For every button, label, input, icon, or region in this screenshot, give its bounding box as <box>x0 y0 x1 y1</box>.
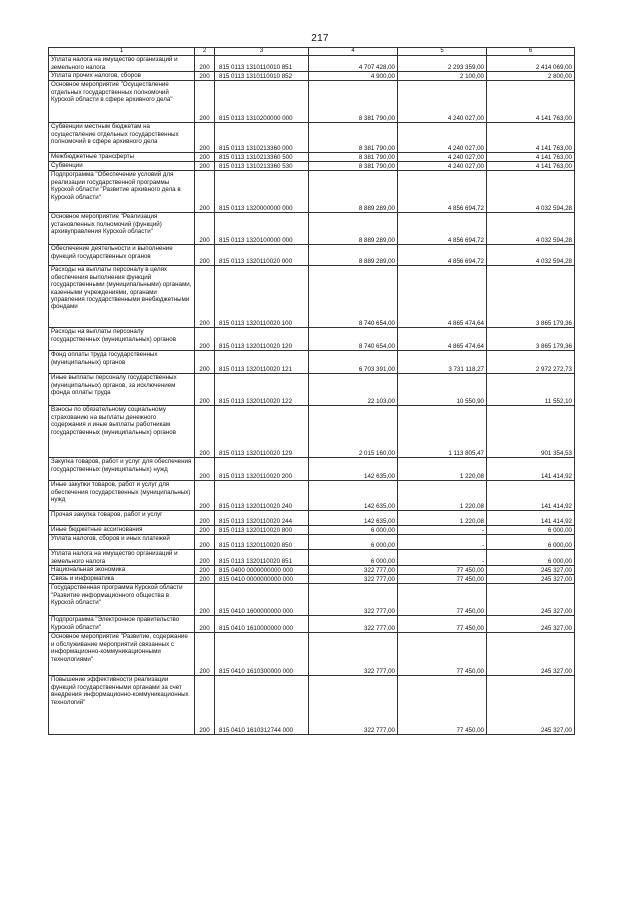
table-row <box>49 328 575 351</box>
row-code-cell: 200 <box>195 56 215 72</box>
row-name-cell: Фонд оплаты труда государственных (муниципальных) органов <box>49 351 195 374</box>
row-value-col6-cell: 2 414 069,00 <box>487 56 575 72</box>
row-value-col5-cell: 4 240 027,00 <box>398 153 487 162</box>
row-value-col4-cell: 322 777,00 <box>309 633 398 676</box>
header-cell: 6 <box>487 48 575 56</box>
row-value-col5-cell: 4 865 474,64 <box>398 328 487 351</box>
row-value-col4-cell: 322 777,00 <box>309 676 398 735</box>
page-number: 217 <box>311 33 329 44</box>
header-cell: 2 <box>195 48 215 56</box>
row-value-col6-cell: 901 354,53 <box>487 406 575 458</box>
row-code-cell: 200 <box>195 351 215 374</box>
row-value-col5-cell: 4 856 694,72 <box>398 245 487 266</box>
table-row <box>49 171 575 213</box>
table-row <box>49 616 575 633</box>
row-value-col4-cell: 8 381 790,00 <box>309 162 398 171</box>
row-value-col4-cell: 322 777,00 <box>309 575 398 584</box>
row-code-cell: 200 <box>195 550 215 566</box>
row-value-col5-cell: 4 240 027,00 <box>398 123 487 153</box>
row-name-cell: Уплата прочих налогов, сборов <box>49 72 195 81</box>
row-value-col4-cell: 6 000,00 <box>309 526 398 535</box>
row-code-cell: 200 <box>195 266 215 328</box>
row-value-col4-cell: 322 777,00 <box>309 566 398 575</box>
budget-table <box>48 47 575 735</box>
row-kbk-cell: 815 0113 1320110020 200 <box>215 458 309 481</box>
row-kbk-cell: 815 0400 0000000000 000 <box>215 566 309 575</box>
row-name-cell: Уплата налога на имущество организаций и земельного налога <box>49 56 195 72</box>
row-code-cell: 200 <box>195 162 215 171</box>
row-value-col5-cell: 77 450,00 <box>398 676 487 735</box>
table-row <box>49 245 575 266</box>
row-value-col5-cell: 4 856 694,72 <box>398 213 487 245</box>
row-value-col4-cell: 142 635,00 <box>309 458 398 481</box>
row-code-cell: 200 <box>195 616 215 633</box>
row-kbk-cell: 815 0113 1320110020 240 <box>215 481 309 511</box>
row-value-col6-cell: 245 327,00 <box>487 584 575 616</box>
row-value-col5-cell: 2 293 359,00 <box>398 56 487 72</box>
row-kbk-cell: 815 0113 1310213360 530 <box>215 162 309 171</box>
row-value-col6-cell: 141 414,92 <box>487 511 575 526</box>
row-value-col6-cell: 6 000,00 <box>487 526 575 535</box>
row-value-col4-cell: 8 740 654,00 <box>309 328 398 351</box>
table-row <box>49 56 575 72</box>
table-row <box>49 566 575 575</box>
table-row <box>49 162 575 171</box>
row-value-col6-cell: 6 000,00 <box>487 535 575 550</box>
row-value-col4-cell: 4 900,00 <box>309 72 398 81</box>
row-value-col4-cell: 22 103,00 <box>309 374 398 406</box>
row-name-cell: Иные бюджетные ассигнования <box>49 526 195 535</box>
table-row <box>49 633 575 676</box>
row-kbk-cell: 815 0113 1320110020 244 <box>215 511 309 526</box>
row-code-cell: 200 <box>195 535 215 550</box>
row-value-col5-cell: 4 865 474,64 <box>398 266 487 328</box>
row-name-cell: Иные выплаты персоналу государственных (муниципальных) органов, за исключением фонда оплаты труда <box>49 374 195 406</box>
row-value-col4-cell: 142 635,00 <box>309 511 398 526</box>
table-row <box>49 123 575 153</box>
row-value-col5-cell: - <box>398 535 487 550</box>
row-code-cell: 200 <box>195 526 215 535</box>
row-kbk-cell: 815 0410 1610300000 000 <box>215 633 309 676</box>
row-code-cell: 200 <box>195 481 215 511</box>
row-value-col4-cell: 8 381 790,00 <box>309 81 398 123</box>
row-name-cell: Основное мероприятие "Реализация установленных полномочий (функций) архивуправления Курской области" <box>49 213 195 245</box>
row-kbk-cell: 815 0113 1320110020 120 <box>215 328 309 351</box>
row-code-cell: 200 <box>195 81 215 123</box>
table-row <box>49 550 575 566</box>
row-value-col5-cell: - <box>398 526 487 535</box>
row-name-cell: Закупка товаров, работ и услуг для обеспечения государственных (муниципальных) нужд <box>49 458 195 481</box>
table-row <box>49 584 575 616</box>
row-value-col6-cell: 4 141 763,00 <box>487 153 575 162</box>
row-kbk-cell: 815 0113 1310200000 000 <box>215 81 309 123</box>
row-name-cell: Субвенции <box>49 162 195 171</box>
table-row <box>49 526 575 535</box>
row-value-col6-cell: 2 972 272,73 <box>487 351 575 374</box>
table-row <box>49 153 575 162</box>
table-row <box>49 72 575 81</box>
table-row <box>49 511 575 526</box>
row-value-col6-cell: 141 414,92 <box>487 481 575 511</box>
row-code-cell: 200 <box>195 245 215 266</box>
row-kbk-cell: 815 0113 1320110020 122 <box>215 374 309 406</box>
row-kbk-cell: 815 0113 1320110020 100 <box>215 266 309 328</box>
row-value-col6-cell: 245 327,00 <box>487 616 575 633</box>
row-value-col5-cell: 77 450,00 <box>398 584 487 616</box>
row-value-col4-cell: 8 889 289,00 <box>309 171 398 213</box>
row-name-cell: Повышение эффективности реализации функций государственными органами за счет внедрения информационно-коммуникационных технологий" <box>49 676 195 735</box>
row-kbk-cell: 815 0113 1320110020 121 <box>215 351 309 374</box>
row-value-col6-cell: 4 032 594,28 <box>487 245 575 266</box>
table-header-row <box>49 48 575 56</box>
row-value-col6-cell: 2 800,00 <box>487 72 575 81</box>
row-value-col6-cell: 3 865 179,36 <box>487 266 575 328</box>
row-value-col5-cell: 77 450,00 <box>398 633 487 676</box>
row-name-cell: Уплата налога на имущество организаций и земельного налога <box>49 550 195 566</box>
row-name-cell: Межбюджетные трансферты <box>49 153 195 162</box>
row-name-cell: Подпрограмма "Обеспечение условий для реализации государственной программы Курской области "Развитие архивного дела в Курской области" <box>49 171 195 213</box>
table-row <box>49 481 575 511</box>
table-row <box>49 351 575 374</box>
row-name-cell: Основное мероприятие "Осуществление отдельных государственных полномочий Курской области в сфере архивного дела" <box>49 81 195 123</box>
row-value-col5-cell: 2 100,00 <box>398 72 487 81</box>
row-value-col4-cell: 4 707 428,00 <box>309 56 398 72</box>
row-value-col6-cell: 245 327,00 <box>487 676 575 735</box>
row-code-cell: 200 <box>195 328 215 351</box>
row-code-cell: 200 <box>195 153 215 162</box>
row-value-col4-cell: 8 740 654,00 <box>309 266 398 328</box>
row-value-col4-cell: 6 000,00 <box>309 535 398 550</box>
row-kbk-cell: 815 0113 1310110010 852 <box>215 72 309 81</box>
table-row <box>49 535 575 550</box>
row-name-cell: Основное мероприятие "Развитие, содержание и обслуживание мероприятий связанных с информационно-коммуникационными технологиями" <box>49 633 195 676</box>
row-value-col6-cell: 245 327,00 <box>487 566 575 575</box>
row-value-col6-cell: 4 141 763,00 <box>487 123 575 153</box>
row-kbk-cell: 815 0410 0000000000 000 <box>215 575 309 584</box>
row-kbk-cell: 815 0113 1320110020 000 <box>215 245 309 266</box>
row-name-cell: Национальная экономика <box>49 566 195 575</box>
row-value-col5-cell: 77 450,00 <box>398 575 487 584</box>
table-row <box>49 676 575 735</box>
row-code-cell: 200 <box>195 123 215 153</box>
row-value-col6-cell: 4 032 594,28 <box>487 213 575 245</box>
row-code-cell: 200 <box>195 633 215 676</box>
row-name-cell: Прочая закупка товаров, работ и услуг <box>49 511 195 526</box>
row-kbk-cell: 815 0113 1320110020 129 <box>215 406 309 458</box>
row-code-cell: 200 <box>195 676 215 735</box>
row-value-col6-cell: 4 141 763,00 <box>487 81 575 123</box>
row-kbk-cell: 815 0113 1320100000 000 <box>215 213 309 245</box>
row-code-cell: 200 <box>195 458 215 481</box>
row-name-cell: Уплата налогов, сборов и иных платежей <box>49 535 195 550</box>
row-value-col4-cell: 8 889 289,00 <box>309 245 398 266</box>
row-code-cell: 200 <box>195 584 215 616</box>
row-kbk-cell: 815 0113 1310110010 851 <box>215 56 309 72</box>
row-name-cell: Связь и информатика <box>49 575 195 584</box>
row-value-col5-cell: 1 113 805,47 <box>398 406 487 458</box>
header-cell: 4 <box>309 48 398 56</box>
header-cell: 3 <box>215 48 309 56</box>
row-kbk-cell: 815 0410 1600000000 000 <box>215 584 309 616</box>
row-value-col5-cell: 77 450,00 <box>398 616 487 633</box>
table-row <box>49 406 575 458</box>
row-kbk-cell: 815 0113 1320110020 851 <box>215 550 309 566</box>
row-name-cell: Расходы на выплаты персоналу в целях обеспечения выполнения функций государственными (муниципальными) органами, казенными учреждениями, органами управления государственными внебюджетными фондами <box>49 266 195 328</box>
row-value-col5-cell: 77 450,00 <box>398 566 487 575</box>
row-value-col5-cell: - <box>398 550 487 566</box>
row-value-col4-cell: 322 777,00 <box>309 584 398 616</box>
row-value-col4-cell: 322 777,00 <box>309 616 398 633</box>
row-kbk-cell: 815 0113 1310213360 000 <box>215 123 309 153</box>
row-code-cell: 200 <box>195 566 215 575</box>
row-value-col5-cell: 3 731 118,27 <box>398 351 487 374</box>
header-cell: 5 <box>398 48 487 56</box>
row-name-cell: Взносы по обязательному социальному страхованию на выплаты денежного содержания и иные выплаты работникам государственных (муниципальных) органов <box>49 406 195 458</box>
table-row <box>49 213 575 245</box>
row-value-col6-cell: 245 327,00 <box>487 633 575 676</box>
row-code-cell: 200 <box>195 171 215 213</box>
row-value-col4-cell: 142 635,00 <box>309 481 398 511</box>
row-kbk-cell: 815 0410 1610000000 000 <box>215 616 309 633</box>
table-row <box>49 81 575 123</box>
row-value-col6-cell: 6 000,00 <box>487 550 575 566</box>
row-code-cell: 200 <box>195 374 215 406</box>
row-value-col6-cell: 4 141 763,00 <box>487 162 575 171</box>
table-row <box>49 266 575 328</box>
row-code-cell: 200 <box>195 213 215 245</box>
row-name-cell: Обеспечение деятельности и выполнение функций государственных органов <box>49 245 195 266</box>
row-value-col5-cell: 4 240 027,00 <box>398 162 487 171</box>
row-kbk-cell: 815 0113 1320110020 800 <box>215 526 309 535</box>
row-name-cell: Субвенции местным бюджетам на осуществление отдельных государственных полномочий в сфере архивного дела <box>49 123 195 153</box>
table-row <box>49 374 575 406</box>
row-value-col5-cell: 4 856 694,72 <box>398 171 487 213</box>
row-value-col5-cell: 10 550,90 <box>398 374 487 406</box>
row-value-col4-cell: 2 015 160,00 <box>309 406 398 458</box>
row-value-col5-cell: 4 240 027,00 <box>398 81 487 123</box>
row-value-col6-cell: 3 865 179,36 <box>487 328 575 351</box>
row-kbk-cell: 815 0410 1610312744 000 <box>215 676 309 735</box>
row-name-cell: Государственная программа Курской области "Развитие информационного общества в Курской области" <box>49 584 195 616</box>
row-value-col5-cell: 1 220,08 <box>398 511 487 526</box>
row-value-col4-cell: 6 000,00 <box>309 550 398 566</box>
row-kbk-cell: 815 0113 1310213360 500 <box>215 153 309 162</box>
row-name-cell: Расходы на выплаты персоналу государственных (муниципальных) органов <box>49 328 195 351</box>
row-value-col4-cell: 6 703 391,00 <box>309 351 398 374</box>
row-name-cell: Иные закупки товаров, работ и услуг для обеспечения государственных (муниципальных) нужд <box>49 481 195 511</box>
row-code-cell: 200 <box>195 575 215 584</box>
row-value-col6-cell: 141 414,92 <box>487 458 575 481</box>
row-value-col6-cell: 245 327,00 <box>487 575 575 584</box>
table-row <box>49 458 575 481</box>
row-code-cell: 200 <box>195 406 215 458</box>
row-kbk-cell: 815 0113 1320110020 850 <box>215 535 309 550</box>
row-value-col4-cell: 8 381 790,00 <box>309 123 398 153</box>
row-code-cell: 200 <box>195 72 215 81</box>
row-value-col5-cell: 1 220,08 <box>398 458 487 481</box>
row-value-col4-cell: 8 381 790,00 <box>309 153 398 162</box>
row-name-cell: Подпрограмма "Электронное правительство Курской области" <box>49 616 195 633</box>
row-code-cell: 200 <box>195 511 215 526</box>
table-row <box>49 575 575 584</box>
row-value-col6-cell: 4 032 594,28 <box>487 171 575 213</box>
row-value-col6-cell: 11 552,10 <box>487 374 575 406</box>
header-cell: 1 <box>49 48 195 56</box>
row-value-col4-cell: 8 889 289,00 <box>309 213 398 245</box>
row-value-col5-cell: 1 220,08 <box>398 481 487 511</box>
row-kbk-cell: 815 0113 1320000000 000 <box>215 171 309 213</box>
